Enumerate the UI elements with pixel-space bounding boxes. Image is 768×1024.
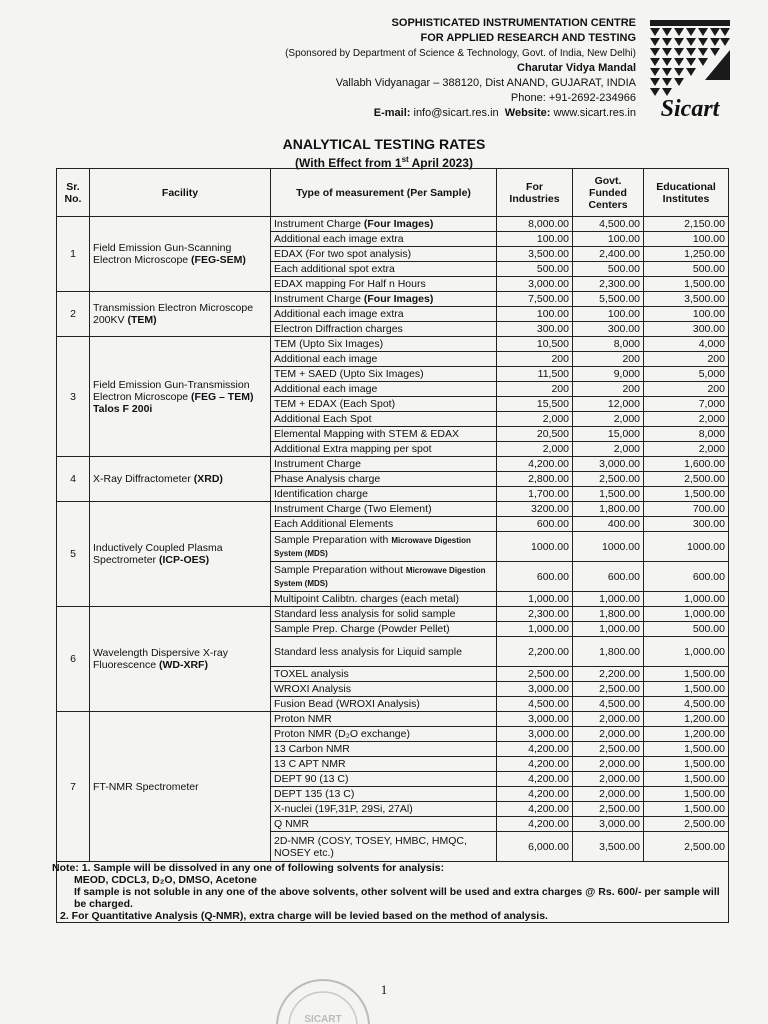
measurement-type [271,787,497,802]
sicart-logo [650,20,730,120]
rate-govt: 2,000.00 [573,787,644,802]
rate-industries: 4,200.00 [497,742,573,757]
table-row [57,502,729,517]
rate-govt: 2,500.00 [573,742,644,757]
rate-industries: 3200.00 [497,502,573,517]
table-row [57,217,729,232]
measurement-text: Proton NMR (D₂O exchange) [274,728,410,740]
facility-name [90,217,271,292]
rate-govt: 2,000.00 [573,772,644,787]
rate-edu: 600.00 [644,562,729,592]
rate-edu: 1000.00 [644,532,729,562]
table-row [57,712,729,727]
facility-name [90,607,271,712]
rate-govt: 5,500.00 [573,292,644,307]
measurement-text: DEPT 135 (13 C) [274,788,355,800]
subtitle-sup: st [401,155,409,164]
rates-table [52,168,729,923]
measurement-text: 13 Carbon NMR [274,743,350,755]
rate-edu: 1,200.00 [644,727,729,742]
rate-edu: 200 [644,382,729,397]
facility-text: Inductively Coupled Plasma Spectrometer [93,542,223,566]
stamp-text: SICART [304,1014,342,1024]
measurement-text: Proton NMR [274,713,332,725]
note-1: Note: 1. Sample will be dissolved in any one of following solvents for analysis: [52,862,445,874]
measurement-type [271,562,497,592]
measurement-type [271,697,497,712]
rate-industries: 200 [497,382,573,397]
subtitle-pre: (With Effect from 1 [295,156,402,170]
facility-text: Wavelength Dispersive X-ray Fluorescence [93,647,228,671]
measurement-text: Sample Prep. Charge (Powder Pellet) [274,623,450,635]
rate-industries: 1,000.00 [497,592,573,607]
measurement-text: EDAX (For two spot analysis) [274,248,412,260]
rate-industries: 2,200.00 [497,637,573,667]
rate-industries: 600.00 [497,517,573,532]
rate-edu: 200 [644,352,729,367]
rate-industries: 4,200.00 [497,457,573,472]
rate-govt: 2,000.00 [573,712,644,727]
rate-edu: 100.00 [644,307,729,322]
facility-text: Transmission Electron Microscope 200KV [93,302,254,326]
rate-industries: 4,500.00 [497,697,573,712]
facility-name [90,337,271,457]
sr-number: 7 [57,712,90,862]
org-phone: Phone: +91-2692-234966 [510,92,636,104]
rate-govt: 2,200.00 [573,667,644,682]
measurement-text: Sample Preparation with [274,533,392,546]
header-row [57,169,729,217]
facility-text: FT-NMR Spectrometer [93,780,199,793]
rate-edu: 1,250.00 [644,247,729,262]
facility-abbr: (XRD) [193,473,223,485]
measurement-text: 2D-NMR (COSY, TOSEY, HMBC, HMQC, NOSEY etc.) [274,834,467,859]
col-industries: For Industries [497,169,573,217]
measurement-type [271,367,497,382]
sr-number: 1 [57,217,90,292]
measurement-type [271,727,497,742]
measurement-text: DEPT 90 (13 C) [274,773,349,785]
measurement-type [271,247,497,262]
rate-govt: 8,000 [573,337,644,352]
measurement-type [271,292,497,307]
rate-edu: 300.00 [644,322,729,337]
notes-cell [52,862,729,923]
rate-govt: 2,000 [573,442,644,457]
rate-industries: 4,200.00 [497,802,573,817]
rate-edu: 2,000 [644,412,729,427]
measurement-type [271,832,497,862]
rate-industries: 3,500.00 [497,247,573,262]
subtitle-post: April 2023) [408,156,473,170]
measurement-type [271,397,497,412]
rate-edu: 3,500.00 [644,292,729,307]
rate-edu: 1,500.00 [644,277,729,292]
measurement-type [271,592,497,607]
measurement-type [271,427,497,442]
measurement-text: Elemental Mapping with STEM & EDAX [274,428,459,440]
measurement-type [271,637,497,667]
note-solvents: MEOD, CDCL3, D₂O, DMSO, Acetone [74,874,257,886]
measurement-type [271,772,497,787]
rate-industries: 300.00 [497,322,573,337]
measurement-type [271,712,497,727]
rate-edu: 2,500.00 [644,832,729,862]
measurement-text: X-nuclei (19F,31P, 29Si, 27Al) [274,803,413,815]
rate-industries: 100.00 [497,232,573,247]
measurement-text: WROXI Analysis [274,683,352,695]
rate-govt: 2,500.00 [573,682,644,697]
measurement-type [271,667,497,682]
rate-edu: 1,500.00 [644,487,729,502]
measurement-type [271,487,497,502]
col-type: Type of measurement (Per Sample) [271,169,497,217]
measurement-text: Each Additional Elements [274,518,394,530]
measurement-type [271,622,497,637]
measurement-text: Phase Analysis charge [274,473,381,485]
rate-govt: 3,000.00 [573,817,644,832]
org-contact [200,106,636,121]
measurement-text: Q NMR [274,818,309,830]
measurement-text: Each additional spot extra [274,263,395,275]
rate-govt: 1,500.00 [573,487,644,502]
measurement-text: Additional Extra mapping per spot [274,443,432,455]
rate-govt: 3,000.00 [573,457,644,472]
measurement-type [271,817,497,832]
rate-edu: 100.00 [644,232,729,247]
rate-industries: 1,700.00 [497,487,573,502]
rate-edu: 500.00 [644,622,729,637]
rate-edu: 1,500.00 [644,772,729,787]
rate-edu: 1,000.00 [644,592,729,607]
rate-govt: 100.00 [573,232,644,247]
measurement-type [271,307,497,322]
rate-industries: 4,200.00 [497,772,573,787]
rate-govt: 1,800.00 [573,502,644,517]
logo-triangle-pattern [650,20,730,96]
rate-industries: 3,000.00 [497,277,573,292]
measurement-note: Microwave Digestion System (MDS) [274,565,486,588]
measurement-type [271,502,497,517]
rate-industries: 3,000.00 [497,727,573,742]
measurement-text: Standard less analysis for Liquid sample [274,645,462,658]
measurement-text: 13 C APT NMR [274,758,346,770]
facility-abbr: (FEG-SEM) [191,254,246,266]
rate-govt: 1,800.00 [573,607,644,622]
rate-edu: 1,000.00 [644,637,729,667]
notes-row [57,862,729,923]
measurement-text: Instrument Charge [274,458,361,470]
rate-edu: 2,150.00 [644,217,729,232]
measurement-type [271,742,497,757]
rate-govt: 200 [573,352,644,367]
col-edu: Educational Institutes [644,169,729,217]
facility-abbr: (WD-XRF) [158,659,208,671]
measurement-type [271,412,497,427]
measurement-text: Identification charge [274,488,368,500]
measurement-text: Additional each image extra [274,308,404,320]
rate-industries: 500.00 [497,262,573,277]
measurement-type [271,337,497,352]
rates-body [57,217,729,862]
measurement-note: Microwave Digestion System (MDS) [274,535,471,558]
measurement-text: Instrument Charge (Two Element) [274,503,432,515]
sr-number: 3 [57,337,90,457]
org-parent: Charutar Vidya Mandal [517,62,636,74]
measurement-type [271,472,497,487]
rate-govt: 4,500.00 [573,697,644,712]
facility-abbr: (TEM) [127,314,157,326]
measurement-type [271,442,497,457]
measurement-type [271,217,497,232]
rate-industries: 2,000 [497,412,573,427]
rate-industries: 7,500.00 [497,292,573,307]
table-row [57,457,729,472]
measurement-text: Sample Preparation without [274,563,406,576]
measurement-type [271,607,497,622]
measurement-type [271,262,497,277]
sr-number: 2 [57,292,90,337]
rate-govt: 1,800.00 [573,637,644,667]
rate-industries: 4,200.00 [497,757,573,772]
rate-edu: 4,000 [644,337,729,352]
rate-govt: 2,500.00 [573,472,644,487]
rate-edu: 1,200.00 [644,712,729,727]
facility-text: Field Emission Gun-Transmission Electron Microscope [93,378,250,403]
rate-govt: 2,000.00 [573,727,644,742]
measurement-text: TOXEL analysis [274,668,349,680]
rate-edu: 1,500.00 [644,682,729,697]
measurement-type [271,457,497,472]
rate-industries: 2,300.00 [497,607,573,622]
rate-industries: 6,000.00 [497,832,573,862]
measurement-type [271,517,497,532]
rate-industries: 4,200.00 [497,787,573,802]
measurement-text: Additional each image [274,383,378,395]
measurement-type [271,232,497,247]
rate-govt: 1,000.00 [573,592,644,607]
rate-edu: 1,000.00 [644,607,729,622]
facility-name [90,457,271,502]
rate-industries: 8,000.00 [497,217,573,232]
col-facility: Facility [90,169,271,217]
rate-industries: 100.00 [497,307,573,322]
measurement-text: Instrument Charge [274,218,364,230]
rate-govt: 9,000 [573,367,644,382]
measurement-type [271,802,497,817]
note-2: 2. For Quantitative Analysis (Q-NMR), extra charge will be levied based on the method of analysis. [60,910,548,922]
rate-industries: 10,500 [497,337,573,352]
email-label: E-mail: [373,107,411,119]
rate-edu: 2,500.00 [644,472,729,487]
rate-edu: 1,500.00 [644,787,729,802]
rate-edu: 8,000 [644,427,729,442]
letterhead [200,16,636,121]
facility-name [90,292,271,337]
rate-industries: 2,500.00 [497,667,573,682]
rate-govt: 4,500.00 [573,217,644,232]
measurement-text: TEM + SAED (Upto Six Images) [274,368,424,380]
org-address: Vallabh Vidyanagar – 388120, Dist ANAND, GUJARAT, INDIA [335,77,636,89]
note-1b: If sample is not soluble in any one of the above solvents, other solvent will be used and extra charges @ Rs. 600/- per sample will be charged. [74,886,720,910]
website-link[interactable]: www.sicart.res.in [553,107,636,119]
rate-govt: 400.00 [573,517,644,532]
facility-text: X-Ray Diffractometer [93,473,191,485]
rate-govt: 2,000.00 [573,757,644,772]
facility-abbr: (FEG – TEM) Talos F 200i [93,390,254,415]
measurement-text: EDAX mapping For Half n Hours [274,278,426,290]
rate-govt: 300.00 [573,322,644,337]
rate-industries: 2,800.00 [497,472,573,487]
rate-industries: 200 [497,352,573,367]
measurement-text: Instrument Charge [274,293,364,305]
org-sponsor: (Sponsored by Department of Science & Technology, Govt. of India, New Delhi) [285,48,636,59]
table-row [57,337,729,352]
measurement-type [271,757,497,772]
rate-edu: 500.00 [644,262,729,277]
org-name: SOPHISTICATED INSTRUMENTATION CENTRE [391,17,636,29]
measurement-text: TEM (Upto Six Images) [274,338,384,350]
rate-edu: 1,500.00 [644,742,729,757]
rate-edu: 7,000 [644,397,729,412]
rate-govt: 15,000 [573,427,644,442]
measurement-type [271,682,497,697]
rate-govt: 100.00 [573,307,644,322]
rate-govt: 200 [573,382,644,397]
rate-govt: 2,300.00 [573,277,644,292]
measurement-type [271,322,497,337]
rate-industries: 20,500 [497,427,573,442]
rate-industries: 11,500 [497,367,573,382]
rate-edu: 2,500.00 [644,817,729,832]
measurement-type [271,277,497,292]
rate-govt: 600.00 [573,562,644,592]
page-number: 1 [380,982,388,997]
rate-edu: 300.00 [644,517,729,532]
rate-govt: 1000.00 [573,532,644,562]
measurement-text: Standard less analysis for solid sample [274,608,456,620]
measurement-text: Additional each image [274,353,378,365]
rate-industries: 3,000.00 [497,682,573,697]
measurement-text: Additional each image extra [274,233,404,245]
rate-govt: 3,500.00 [573,832,644,862]
table-row [57,292,729,307]
email-link[interactable]: info@sicart.res.in [413,107,499,119]
measurement-text: Additional Each Spot [274,413,372,425]
rate-govt: 1,000.00 [573,622,644,637]
measurement-text: Multipoint Calibtn. charges (each metal) [274,593,460,605]
sr-number: 6 [57,607,90,712]
facility-name [90,502,271,607]
rate-industries: 1,000.00 [497,622,573,637]
measurement-type [271,382,497,397]
measurement-text: Fusion Bead (WROXI Analysis) [274,698,420,710]
rate-industries: 1000.00 [497,532,573,562]
col-sr: Sr. No. [57,169,90,217]
col-govt: Govt. Funded Centers [573,169,644,217]
website-label: Website: [504,107,551,119]
facility-name [90,712,271,862]
rate-edu: 5,000 [644,367,729,382]
measurement-bold: (Four Images) [363,293,434,305]
measurement-text: Electron Diffraction charges [274,323,403,335]
rate-industries: 4,200.00 [497,817,573,832]
rate-industries: 3,000.00 [497,712,573,727]
logo-text: Sicart [660,96,720,120]
facility-abbr: (ICP-OES) [158,554,210,566]
rate-edu: 1,500.00 [644,802,729,817]
rate-edu: 1,500.00 [644,757,729,772]
facility-text: Field Emission Gun-Scanning Electron Microscope [93,242,232,266]
org-subname: FOR APPLIED RESEARCH AND TESTING [420,32,636,44]
measurement-type [271,352,497,367]
measurement-bold: (Four Images) [363,218,434,230]
sr-number: 4 [57,457,90,502]
rate-govt: 500.00 [573,262,644,277]
rate-industries: 15,500 [497,397,573,412]
table-row [57,607,729,622]
rate-edu: 1,600.00 [644,457,729,472]
measurement-text: TEM + EDAX (Each Spot) [274,398,396,410]
measurement-type [271,532,497,562]
page-title: ANALYTICAL TESTING RATES [282,136,486,152]
rate-edu: 4,500.00 [644,697,729,712]
rate-industries: 2,000 [497,442,573,457]
rate-edu: 1,500.00 [644,667,729,682]
rate-govt: 2,400.00 [573,247,644,262]
rate-edu: 2,000 [644,442,729,457]
sr-number: 5 [57,502,90,607]
rate-govt: 2,500.00 [573,802,644,817]
rate-govt: 12,000 [573,397,644,412]
rate-industries: 600.00 [497,562,573,592]
rate-govt: 2,000 [573,412,644,427]
rate-edu: 700.00 [644,502,729,517]
